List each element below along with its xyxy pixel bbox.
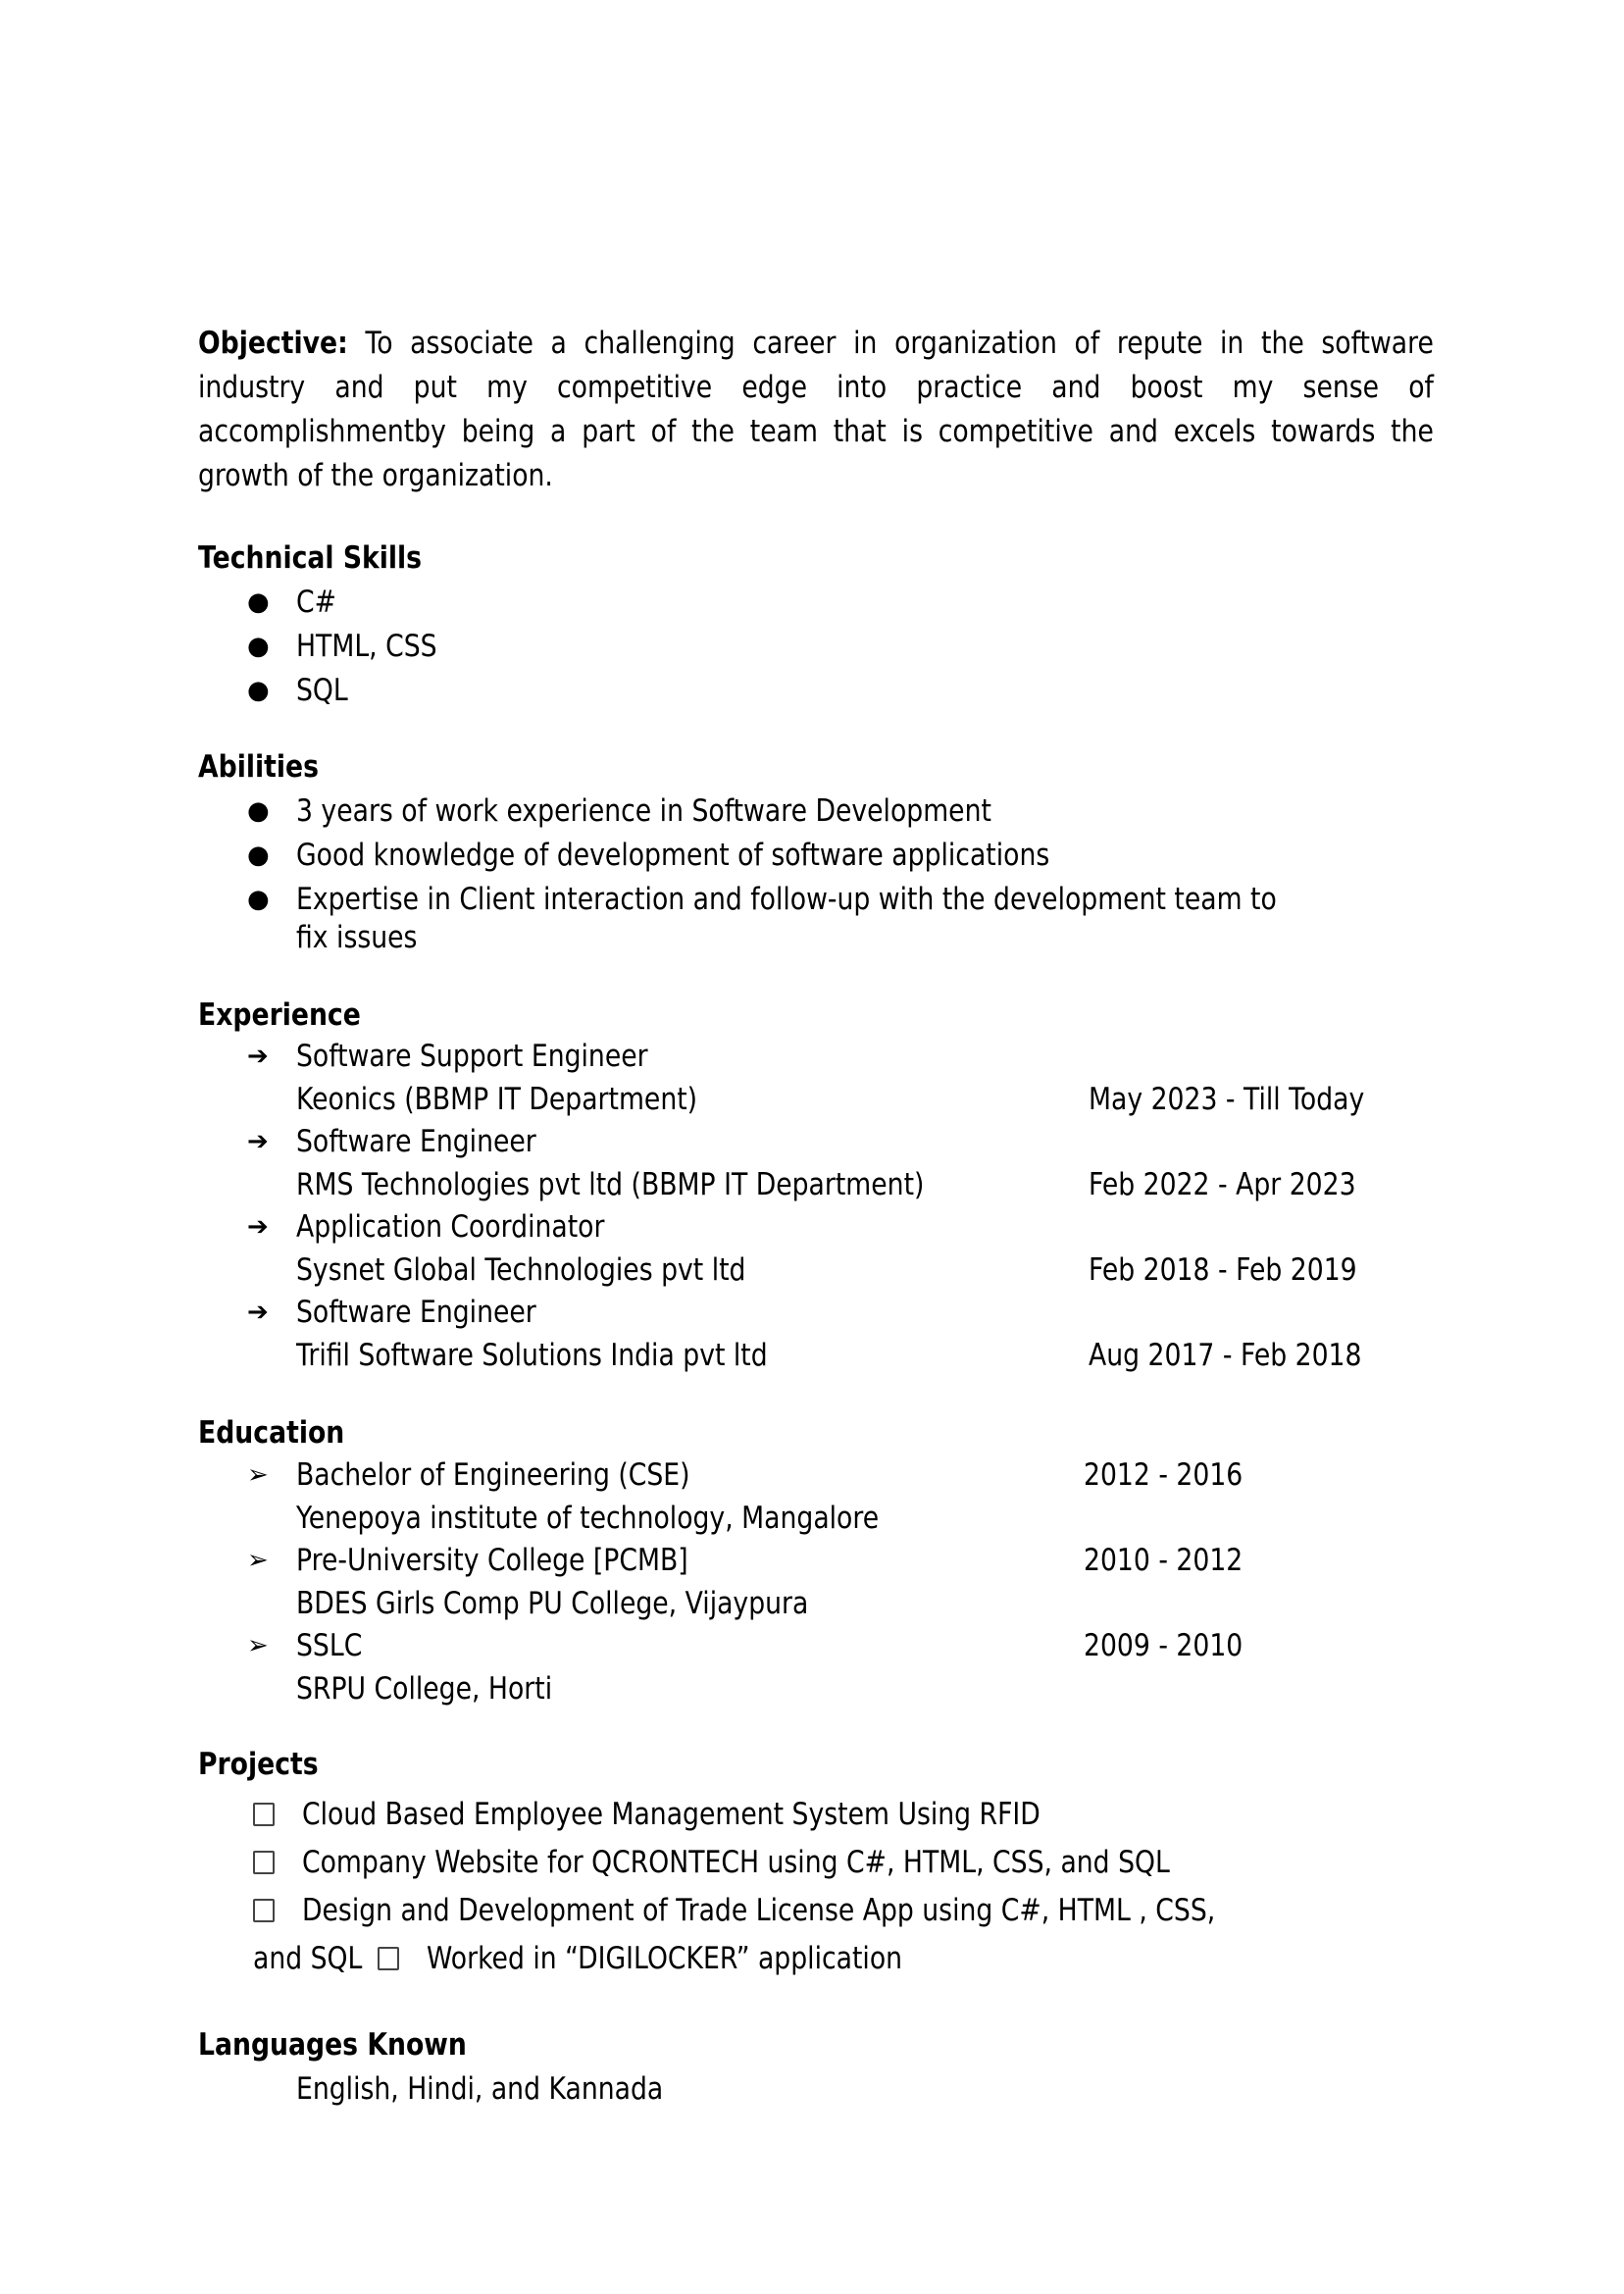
arrowhead-icon: ➢ bbox=[247, 1460, 269, 1490]
objective-paragraph bbox=[198, 322, 1434, 498]
checkbox-icon bbox=[253, 1851, 275, 1874]
experience-company: Trifil Software Solutions India pvt ltd bbox=[296, 1338, 768, 1373]
experience-role: Software Engineer bbox=[296, 1124, 536, 1159]
ability-item: 3 years of work experience in Software Development bbox=[296, 793, 991, 829]
checkbox-icon bbox=[253, 1899, 275, 1922]
experience-heading: Experience bbox=[198, 997, 361, 1033]
arrow-icon: ➔ bbox=[247, 1127, 269, 1156]
bullet-icon: ● bbox=[247, 885, 270, 914]
experience-company: Sysnet Global Technologies pvt ltd bbox=[296, 1252, 746, 1288]
languages-text: English, Hindi, and Kannada bbox=[296, 2071, 664, 2107]
project-item: Cloud Based Employee Management System Using RFID bbox=[302, 1797, 1040, 1832]
education-institution: BDES Girls Comp PU College, Vijaypura bbox=[296, 1586, 809, 1621]
objective-text: To associate a challenging career in organization of repute in the software industry and put my competitive edge into practice and boost my sense of accomplishmentby being a part of the team that is competitive and excels towards the growth of the organization. bbox=[198, 326, 1434, 493]
skill-item: HTML, CSS bbox=[296, 629, 437, 664]
project-item: Worked in “DIGILOCKER” application bbox=[427, 1941, 903, 1976]
arrow-icon: ➔ bbox=[247, 1042, 269, 1071]
technical-skills-heading: Technical Skills bbox=[198, 540, 423, 576]
experience-dates: Feb 2022 - Apr 2023 bbox=[1089, 1167, 1356, 1202]
bullet-icon: ● bbox=[247, 676, 270, 705]
ability-item-continued: fix issues bbox=[296, 920, 418, 955]
education-institution: SRPU College, Horti bbox=[296, 1671, 553, 1707]
project-item: Company Website for QCRONTECH using C#, HTML, CSS, and SQL bbox=[302, 1845, 1170, 1880]
ability-item: Expertise in Client interaction and follow-up with the development team to bbox=[296, 882, 1277, 917]
arrowhead-icon: ➢ bbox=[247, 1546, 269, 1575]
skill-item: C# bbox=[296, 585, 336, 620]
abilities-heading: Abilities bbox=[198, 749, 319, 785]
experience-role: Application Coordinator bbox=[296, 1209, 605, 1245]
checkbox-icon bbox=[253, 1803, 275, 1826]
objective-label: Objective: bbox=[198, 326, 348, 361]
education-years: 2009 - 2010 bbox=[1084, 1628, 1243, 1663]
project-item-continued: and SQL bbox=[253, 1941, 363, 1976]
education-heading: Education bbox=[198, 1415, 345, 1451]
skill-item: SQL bbox=[296, 673, 348, 708]
project-item: Design and Development of Trade License App using C#, HTML , CSS, bbox=[302, 1893, 1216, 1928]
education-degree: Bachelor of Engineering (CSE) bbox=[296, 1457, 690, 1493]
experience-role: Software Support Engineer bbox=[296, 1039, 648, 1074]
bullet-icon: ● bbox=[247, 796, 270, 826]
education-years: 2010 - 2012 bbox=[1084, 1543, 1243, 1578]
experience-company: Keonics (BBMP IT Department) bbox=[296, 1082, 698, 1117]
experience-role: Software Engineer bbox=[296, 1295, 536, 1330]
experience-dates: Aug 2017 - Feb 2018 bbox=[1089, 1338, 1362, 1373]
projects-heading: Projects bbox=[198, 1747, 319, 1782]
languages-heading: Languages Known bbox=[198, 2027, 467, 2063]
bullet-icon: ● bbox=[247, 587, 270, 617]
education-institution: Yenepoya institute of technology, Mangalore bbox=[296, 1501, 880, 1536]
checkbox-icon bbox=[378, 1947, 399, 1970]
experience-dates: Feb 2018 - Feb 2019 bbox=[1089, 1252, 1357, 1288]
experience-dates: May 2023 - Till Today bbox=[1089, 1082, 1365, 1117]
arrowhead-icon: ➢ bbox=[247, 1631, 269, 1660]
experience-company: RMS Technologies pvt ltd (BBMP IT Department) bbox=[296, 1167, 925, 1202]
ability-item: Good knowledge of development of software applications bbox=[296, 838, 1050, 873]
arrow-icon: ➔ bbox=[247, 1298, 269, 1327]
education-degree: Pre-University College [PCMB] bbox=[296, 1543, 688, 1578]
education-degree: SSLC bbox=[296, 1628, 363, 1663]
arrow-icon: ➔ bbox=[247, 1212, 269, 1242]
education-years: 2012 - 2016 bbox=[1084, 1457, 1243, 1493]
bullet-icon: ● bbox=[247, 841, 270, 870]
bullet-icon: ● bbox=[247, 632, 270, 661]
